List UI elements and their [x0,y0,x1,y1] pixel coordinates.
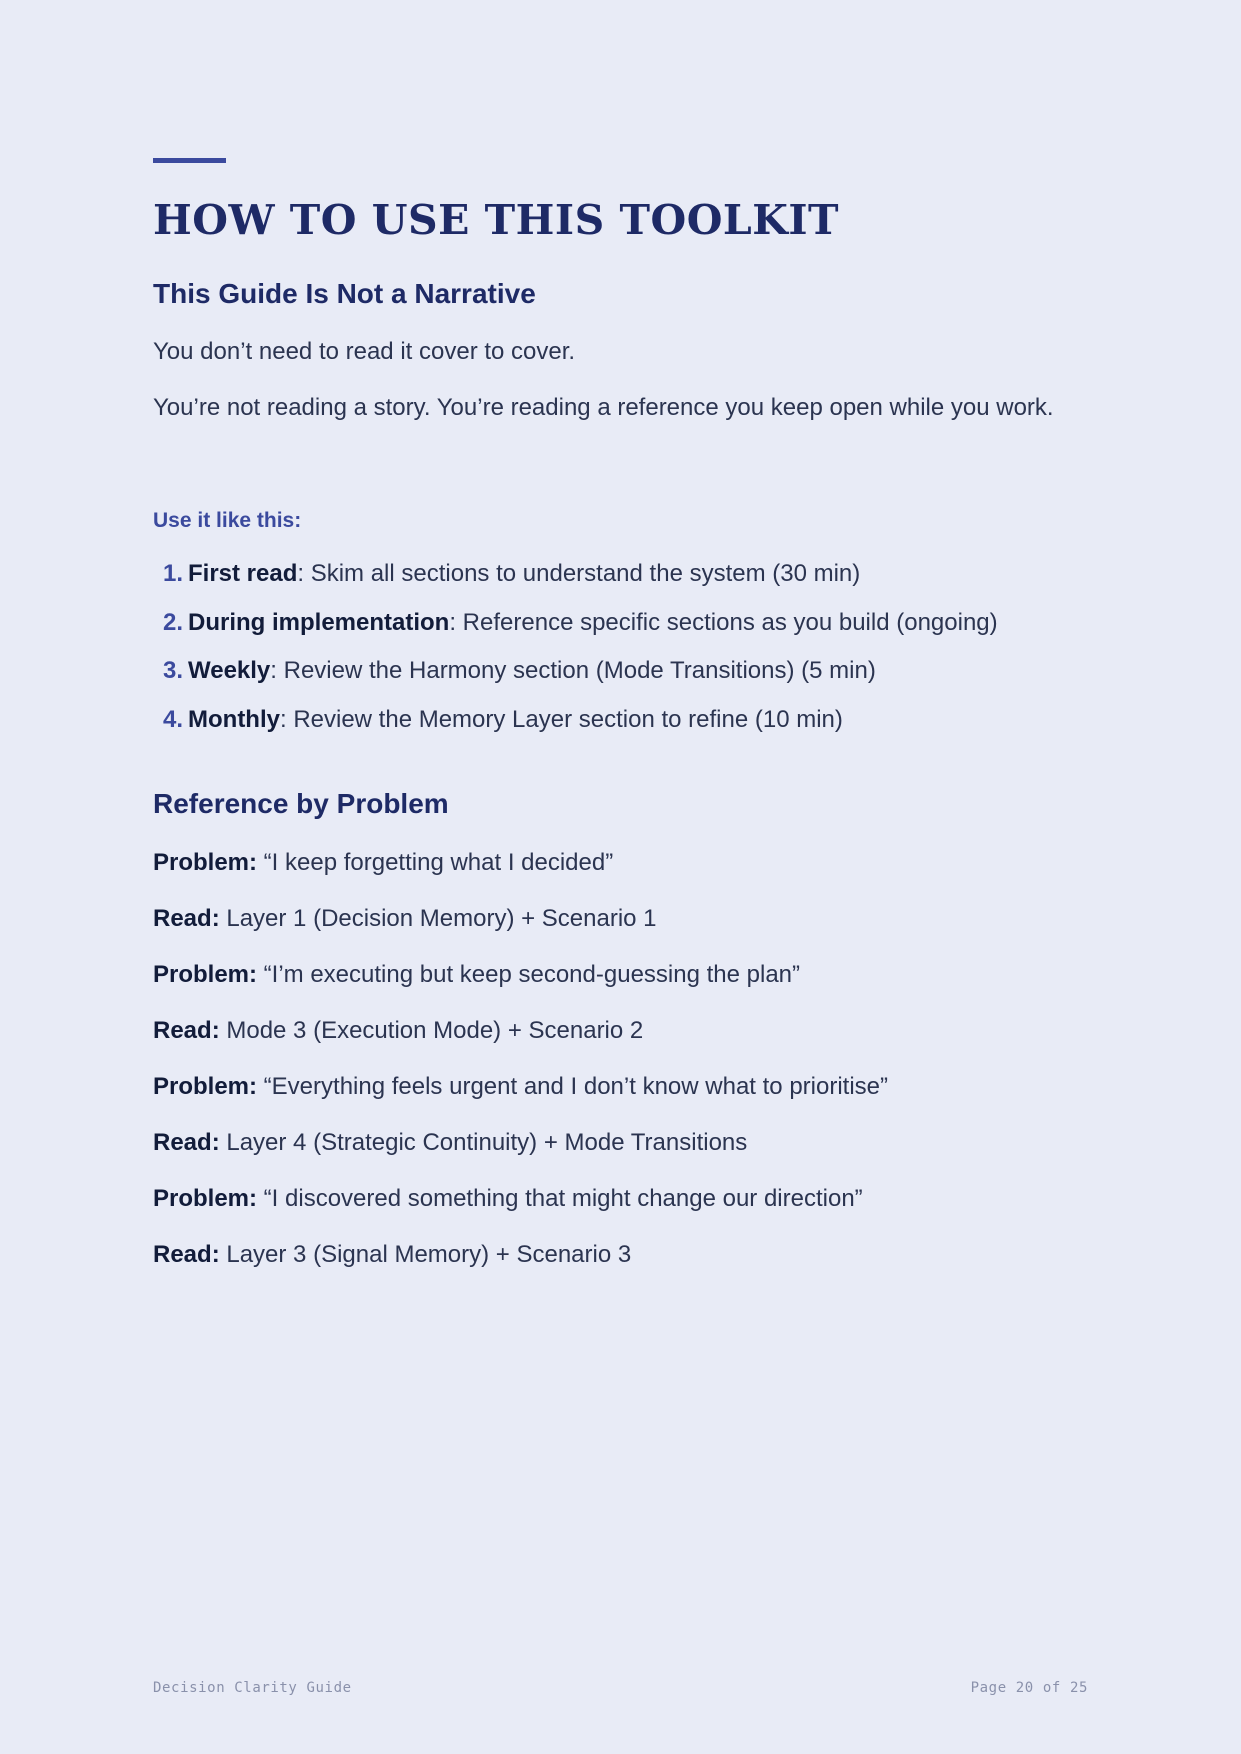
read-text: Mode 3 (Execution Mode) + Scenario 2 [219,1017,644,1044]
step-number: 4. [162,705,183,733]
read-text: Layer 4 (Strategic Continuity) + Mode Transitions [219,1129,748,1156]
list-item [153,653,1088,702]
step-text: : Reference specific sections as you build (ongoing) [449,608,998,636]
use-it-label: Use it like this: [153,509,302,532]
step-number: 1. [162,560,183,587]
read-row [153,1122,1088,1178]
read-label: Read: [153,1129,220,1156]
intro-paragraph-2: You’re not reading a story. You’re reading a reference you keep open while you work. [153,394,1054,421]
step-term: First read [188,560,298,587]
read-row [153,1010,1088,1066]
step-text: : Review the Harmony section (Mode Transitions) (5 min) [270,657,876,684]
step-number: 3. [162,657,183,684]
step-term: Monthly [188,705,280,733]
problem-text: “I keep forgetting what I decided” [257,849,614,876]
step-number: 2. [162,608,183,636]
list-item [153,605,1088,654]
list-item [153,702,1088,751]
problem-text: “I discovered something that might change our direction” [257,1185,863,1212]
page-title: HOW TO USE THIS TOOLKIT [153,196,840,244]
read-label: Read: [153,905,220,932]
intro-paragraph-1: You don’t need to read it cover to cover. [153,338,576,365]
step-term: During implementation [188,608,450,636]
section-heading-reference-by-problem: Reference by Problem [153,788,449,819]
step-text: : Skim all sections to understand the system (30 min) [297,560,861,587]
problem-label: Problem: [153,1185,258,1212]
problem-row [153,954,1088,1010]
read-text: Layer 3 (Signal Memory) + Scenario 3 [219,1241,632,1268]
section-heading-not-narrative: This Guide Is Not a Narrative [153,278,536,309]
reference-list [153,842,1088,1290]
read-row [153,1234,1088,1290]
problem-label: Problem: [153,849,258,876]
usage-steps-list [153,556,1088,750]
footer-page-number: Page 20 of 25 [970,1680,1088,1696]
accent-rule [153,158,226,163]
problem-label: Problem: [153,1073,258,1100]
problem-text: “Everything feels urgent and I don’t know what to prioritise” [257,1073,888,1100]
problem-text: “I’m executing but keep second-guessing the plan” [257,961,801,988]
read-row [153,898,1088,954]
step-term: Weekly [188,657,271,684]
list-item [153,556,1088,605]
read-label: Read: [153,1017,220,1044]
document-page [153,0,1088,1754]
problem-row [153,1178,1088,1234]
problem-row [153,842,1088,898]
problem-label: Problem: [153,961,258,988]
problem-row [153,1066,1088,1122]
footer-guide-name: Decision Clarity Guide [153,1680,352,1696]
read-label: Read: [153,1241,220,1268]
step-text: : Review the Memory Layer section to refine (10 min) [279,705,843,733]
read-text: Layer 1 (Decision Memory) + Scenario 1 [219,905,657,932]
